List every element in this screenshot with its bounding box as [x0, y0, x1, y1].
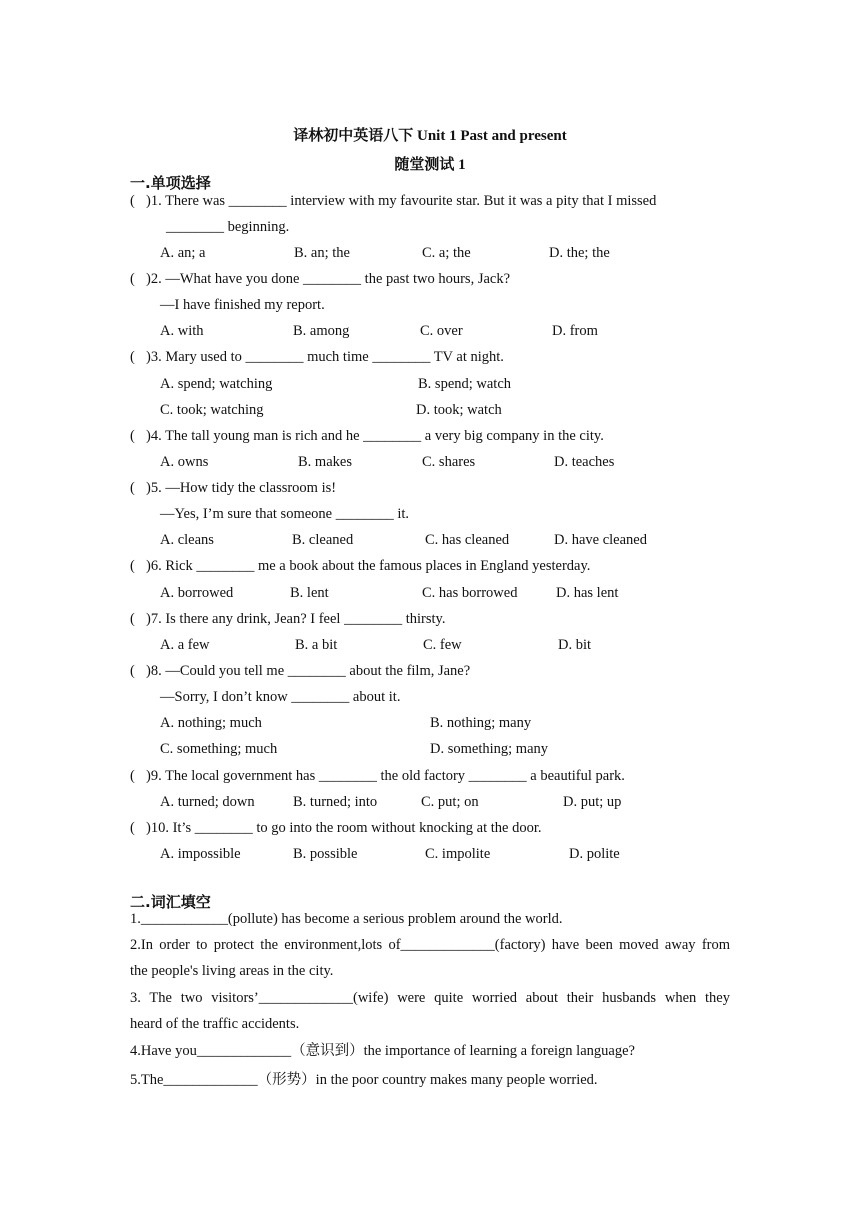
question-9-line-1: ( )9. The local government has ________ the old factory ________ a beautiful park. [130, 768, 625, 784]
question-5-line-1: ( )5. —How tidy the classroom is! [130, 480, 337, 496]
question-6-option-a: A. borrowed [160, 585, 234, 601]
question-5-option-b: B. cleaned [292, 532, 354, 548]
page-title: 译林初中英语八下 Unit 1 Past and present [293, 128, 567, 144]
question-9-option-b: B. turned; into [293, 794, 378, 810]
question-1-option-c: C. a; the [422, 245, 471, 261]
vocab-item-1: 1.____________(pollute) has become a serious problem around the world. [130, 911, 563, 927]
question-2-option-b: B. among [293, 323, 350, 339]
question-1-option-a: A. an; a [160, 245, 206, 261]
vocab-item-5: 5.The_____________（形势）in the poor country makes many people worried. [130, 1072, 598, 1088]
vocab-item-3-line-1: 3. The two visitors’_____________(wife) were quite worried about their husbands when they [130, 990, 730, 1006]
question-7-option-a: A. a few [160, 637, 210, 653]
question-4-option-c: C. shares [422, 454, 476, 470]
question-10-option-b: B. possible [293, 846, 358, 862]
question-8-option-a: A. nothing; much [160, 715, 262, 731]
question-7-option-d: D. bit [558, 637, 592, 653]
question-6-line-1: ( )6. Rick ________ me a book about the famous places in England yesterday. [130, 558, 591, 574]
question-3-option-b: B. spend; watch [418, 376, 512, 392]
question-5-option-d: D. have cleaned [554, 532, 647, 548]
question-10-option-d: D. polite [569, 846, 620, 862]
question-8-option-d: D. something; many [430, 741, 549, 757]
question-5-line-2: —Yes, I’m sure that someone ________ it. [160, 506, 410, 522]
question-5-option-c: C. has cleaned [425, 532, 510, 548]
question-8-option-b: B. nothing; many [430, 715, 532, 731]
question-3-line-1: ( )3. Mary used to ________ much time ________ TV at night. [130, 349, 504, 365]
question-2-option-c: C. over [420, 323, 463, 339]
question-2-option-a: A. with [160, 323, 204, 339]
question-9-option-c: C. put; on [421, 794, 479, 810]
vocab-item-2-line-2: the people's living areas in the city. [130, 963, 334, 979]
question-8-line-2: —Sorry, I don’t know ________ about it. [160, 689, 401, 705]
question-4-option-b: B. makes [298, 454, 352, 470]
question-1-option-d: D. the; the [549, 245, 610, 261]
vocab-item-3-line-2: heard of the traffic accidents. [130, 1016, 300, 1032]
question-7-option-b: B. a bit [295, 637, 338, 653]
question-9-option-a: A. turned; down [160, 794, 255, 810]
question-4-option-d: D. teaches [554, 454, 615, 470]
section-heading-multiple-choice: 一.单项选择 [130, 174, 211, 192]
section-heading-vocabulary: 二.词汇填空 [130, 893, 211, 911]
question-3-option-d: D. took; watch [416, 402, 502, 418]
question-6-option-d: D. has lent [556, 585, 619, 601]
question-7-option-c: C. few [423, 637, 462, 653]
question-9-option-d: D. put; up [563, 794, 622, 810]
question-8-option-c: C. something; much [160, 741, 278, 757]
question-2-line-1: ( )2. —What have you done ________ the past two hours, Jack? [130, 271, 511, 287]
question-6-option-b: B. lent [290, 585, 329, 601]
page-subtitle: 随堂测试 1 [394, 157, 466, 173]
vocab-item-4: 4.Have you_____________（意识到）the importance of learning a foreign language? [130, 1043, 635, 1059]
question-4-line-1: ( )4. The tall young man is rich and he ________ a very big company in the city. [130, 428, 604, 444]
question-10-option-a: A. impossible [160, 846, 241, 862]
question-3-option-c: C. took; watching [160, 402, 264, 418]
question-7-line-1: ( )7. Is there any drink, Jean? I feel ________ thirsty. [130, 611, 446, 627]
question-2-option-d: D. from [552, 323, 598, 339]
question-10-line-1: ( )10. It’s ________ to go into the room without knocking at the door. [130, 820, 542, 836]
question-5-option-a: A. cleans [160, 532, 214, 548]
question-8-line-1: ( )8. —Could you tell me ________ about the film, Jane? [130, 663, 471, 679]
question-1-line-1: ( )1. There was ________ interview with my favourite star. But it was a pity that I missed [130, 193, 657, 209]
question-10-option-c: C. impolite [425, 846, 491, 862]
question-1-line-2: ________ beginning. [166, 219, 290, 235]
question-3-option-a: A. spend; watching [160, 376, 273, 392]
question-4-option-a: A. owns [160, 454, 209, 470]
question-2-line-2: —I have finished my report. [160, 297, 325, 313]
question-1-option-b: B. an; the [294, 245, 350, 261]
vocab-item-2-line-1: 2.In order to protect the environment,lots of_____________(factory) have been moved away from [130, 937, 730, 953]
question-6-option-c: C. has borrowed [422, 585, 518, 601]
